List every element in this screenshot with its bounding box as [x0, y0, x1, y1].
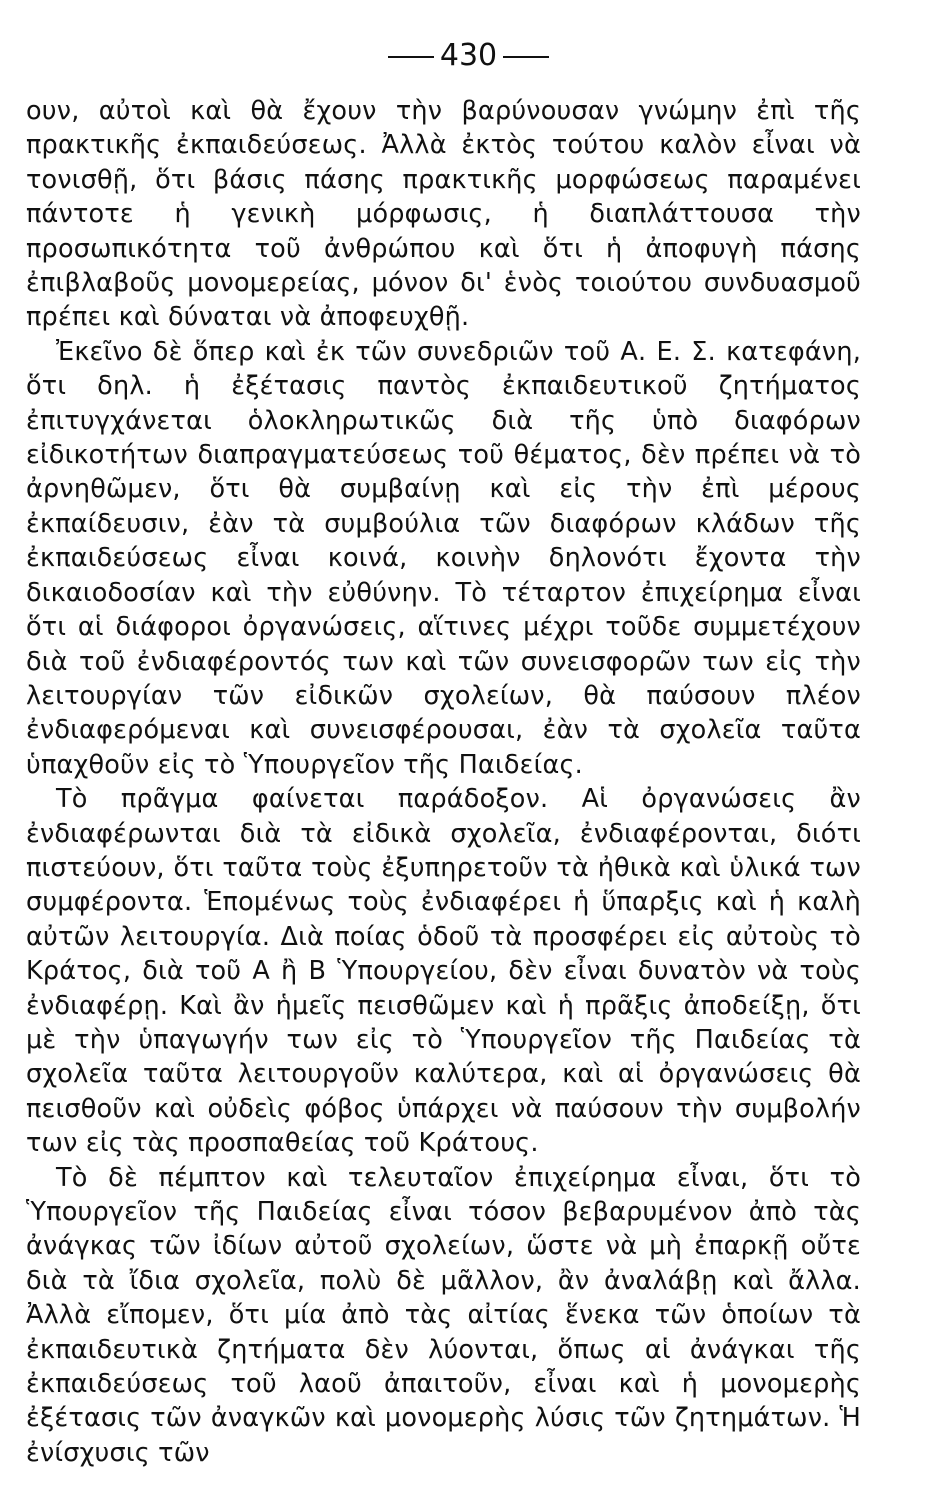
body-text	[26, 94, 861, 1470]
page-number-header	[26, 38, 861, 74]
paragraph-3: Τὸ πρᾶγμα φαίνεται παράδοξον. Αἱ ὀργανώσεις ἂν ἐνδιαφέρωνται διὰ τὰ εἰδικὰ σχολεῖα, ἐνδιαφέρονται, διότι πιστεύουν, ὅτι ταῦτα τοὺς ἐξυπηρετοῦν τὰ ἠθικὰ καὶ ὑλικά των συμφέροντα. Ἑπομένως τοὺς ἐνδιαφέρει ἡ ὕπαρξις καὶ ἡ καλὴ αὐτῶν λειτουργία. Διὰ ποίας ὁδοῦ τὰ προσφέρει εἰς αὐτοὺς τὸ Κράτος, διὰ τοῦ Α ἢ Β Ὑπουργείου, δὲν εἶναι δυνατὸν νὰ τοὺς ἐνδιαφέρῃ. Καὶ ἂν ἡμεῖς πεισθῶμεν καὶ ἡ πρᾶξις ἀποδείξῃ, ὅτι μὲ τὴν ὑπαγωγήν των εἰς τὸ Ὑπουργεῖον τῆς Παιδείας τὰ σχολεῖα ταῦτα λειτουργοῦν καλύτερα, καὶ αἱ ὀργανώσεις θὰ πεισθοῦν καὶ οὐδεὶς φόβος ὑπάρχει νὰ παύσουν τὴν συμβολήν των εἰς τὰς προσπαθείας τοῦ Κράτους.	[26, 784, 861, 1159]
page-number: 430	[439, 38, 498, 73]
paragraph-1: ουν, αὐτοὶ καὶ θὰ ἔχουν τὴν βαρύνουσαν γνώμην ἐπὶ τῆς πρακτικῆς ἐκπαιδεύσεως. Ἀλλὰ ἐκτὸς τούτου καλὸν εἶναι νὰ τονισθῇ, ὅτι βάσις πάσης πρακτικῆς μορφώσεως παραμένει πάντοτε ἡ γενικὴ μόρφωσις, ἡ διαπλάττουσα τὴν προσωπικότητα τοῦ ἀνθρώπου καὶ ὅτι ἡ ἀποφυγὴ πάσης ἐπιβλαβοῦς μονομερείας, μόνον δι' ἑνὸς τοιούτου συνδυασμοῦ πρέπει καὶ δύναται νὰ ἀποφευχθῇ.	[26, 96, 861, 333]
dash-left	[388, 56, 434, 58]
dash-right	[503, 56, 549, 58]
paragraph-4: Τὸ δὲ πέμπτον καὶ τελευταῖον ἐπιχείρημα εἶναι, ὅτι τὸ Ὑπουργεῖον τῆς Παιδείας εἶναι τόσον βεβαρυμένον ἀπὸ τὰς ἀνάγκας τῶν ἰδίων αὐτοῦ σχολείων, ὥστε νὰ μὴ ἐπαρκῇ οὔτε διὰ τὰ ἴδια σχολεῖα, πολὺ δὲ μᾶλλον, ἂν ἀναλάβῃ καὶ ἄλλα. Ἀλλὰ εἴπομεν, ὅτι μία ἀπὸ τὰς αἰτίας ἕνεκα τῶν ὁποίων τὰ ἐκπαιδευτικὰ ζητήματα δὲν λύονται, ὅπως αἱ ἀνάγκαι τῆς ἐκπαιδεύσεως τοῦ λαοῦ ἀπαιτοῦν, εἶναι καὶ ἡ μονομερὴς ἐξέτασις τῶν ἀναγκῶν καὶ μονομερὴς λύσις τῶν ζητημάτων. Ἡ ἐνίσχυσις τῶν	[26, 1162, 861, 1468]
paragraph-2: Ἐκεῖνο δὲ ὅπερ καὶ ἐκ τῶν συνεδριῶν τοῦ Α. Ε. Σ. κατεφάνη, ὅτι δηλ. ἡ ἐξέτασις παντὸς ἐκπαιδευτικοῦ ζητήματος ἐπιτυγχάνεται ὁλοκληρωτικῶς διὰ τῆς ὑπὸ διαφόρων εἰδικοτήτων διαπραγματεύσεως τοῦ θέματος, δὲν πρέπει νὰ τὸ ἀρνηθῶμεν, ὅτι θὰ συμβαίνῃ καὶ εἰς τὴν ἐπὶ μέρους ἐκπαίδευσιν, ἐὰν τὰ συμβούλια τῶν διαφόρων κλάδων τῆς ἐκπαιδεύσεως εἶναι κοινά, κοινὴν δηλονότι ἔχοντα τὴν δικαιοδοσίαν καὶ τὴν εὐθύνην. Τὸ τέταρτον ἐπιχείρημα εἶναι ὅτι αἱ διάφοροι ὀργανώσεις, αἵτινες μέχρι τοῦδε συμμετέχουν διὰ τοῦ ἐνδιαφέροντός των καὶ τῶν συνεισφορῶν των εἰς τὴν λειτουργίαν τῶν εἰδικῶν σχολείων, θὰ παύσουν πλέον ἐνδιαφερόμεναι καὶ συνεισφέρουσαι, ἐὰν τὰ σχολεῖα ταῦτα ὑπαχθοῦν εἰς τὸ Ὑπουργεῖον τῆς Παιδείας.	[26, 336, 861, 780]
